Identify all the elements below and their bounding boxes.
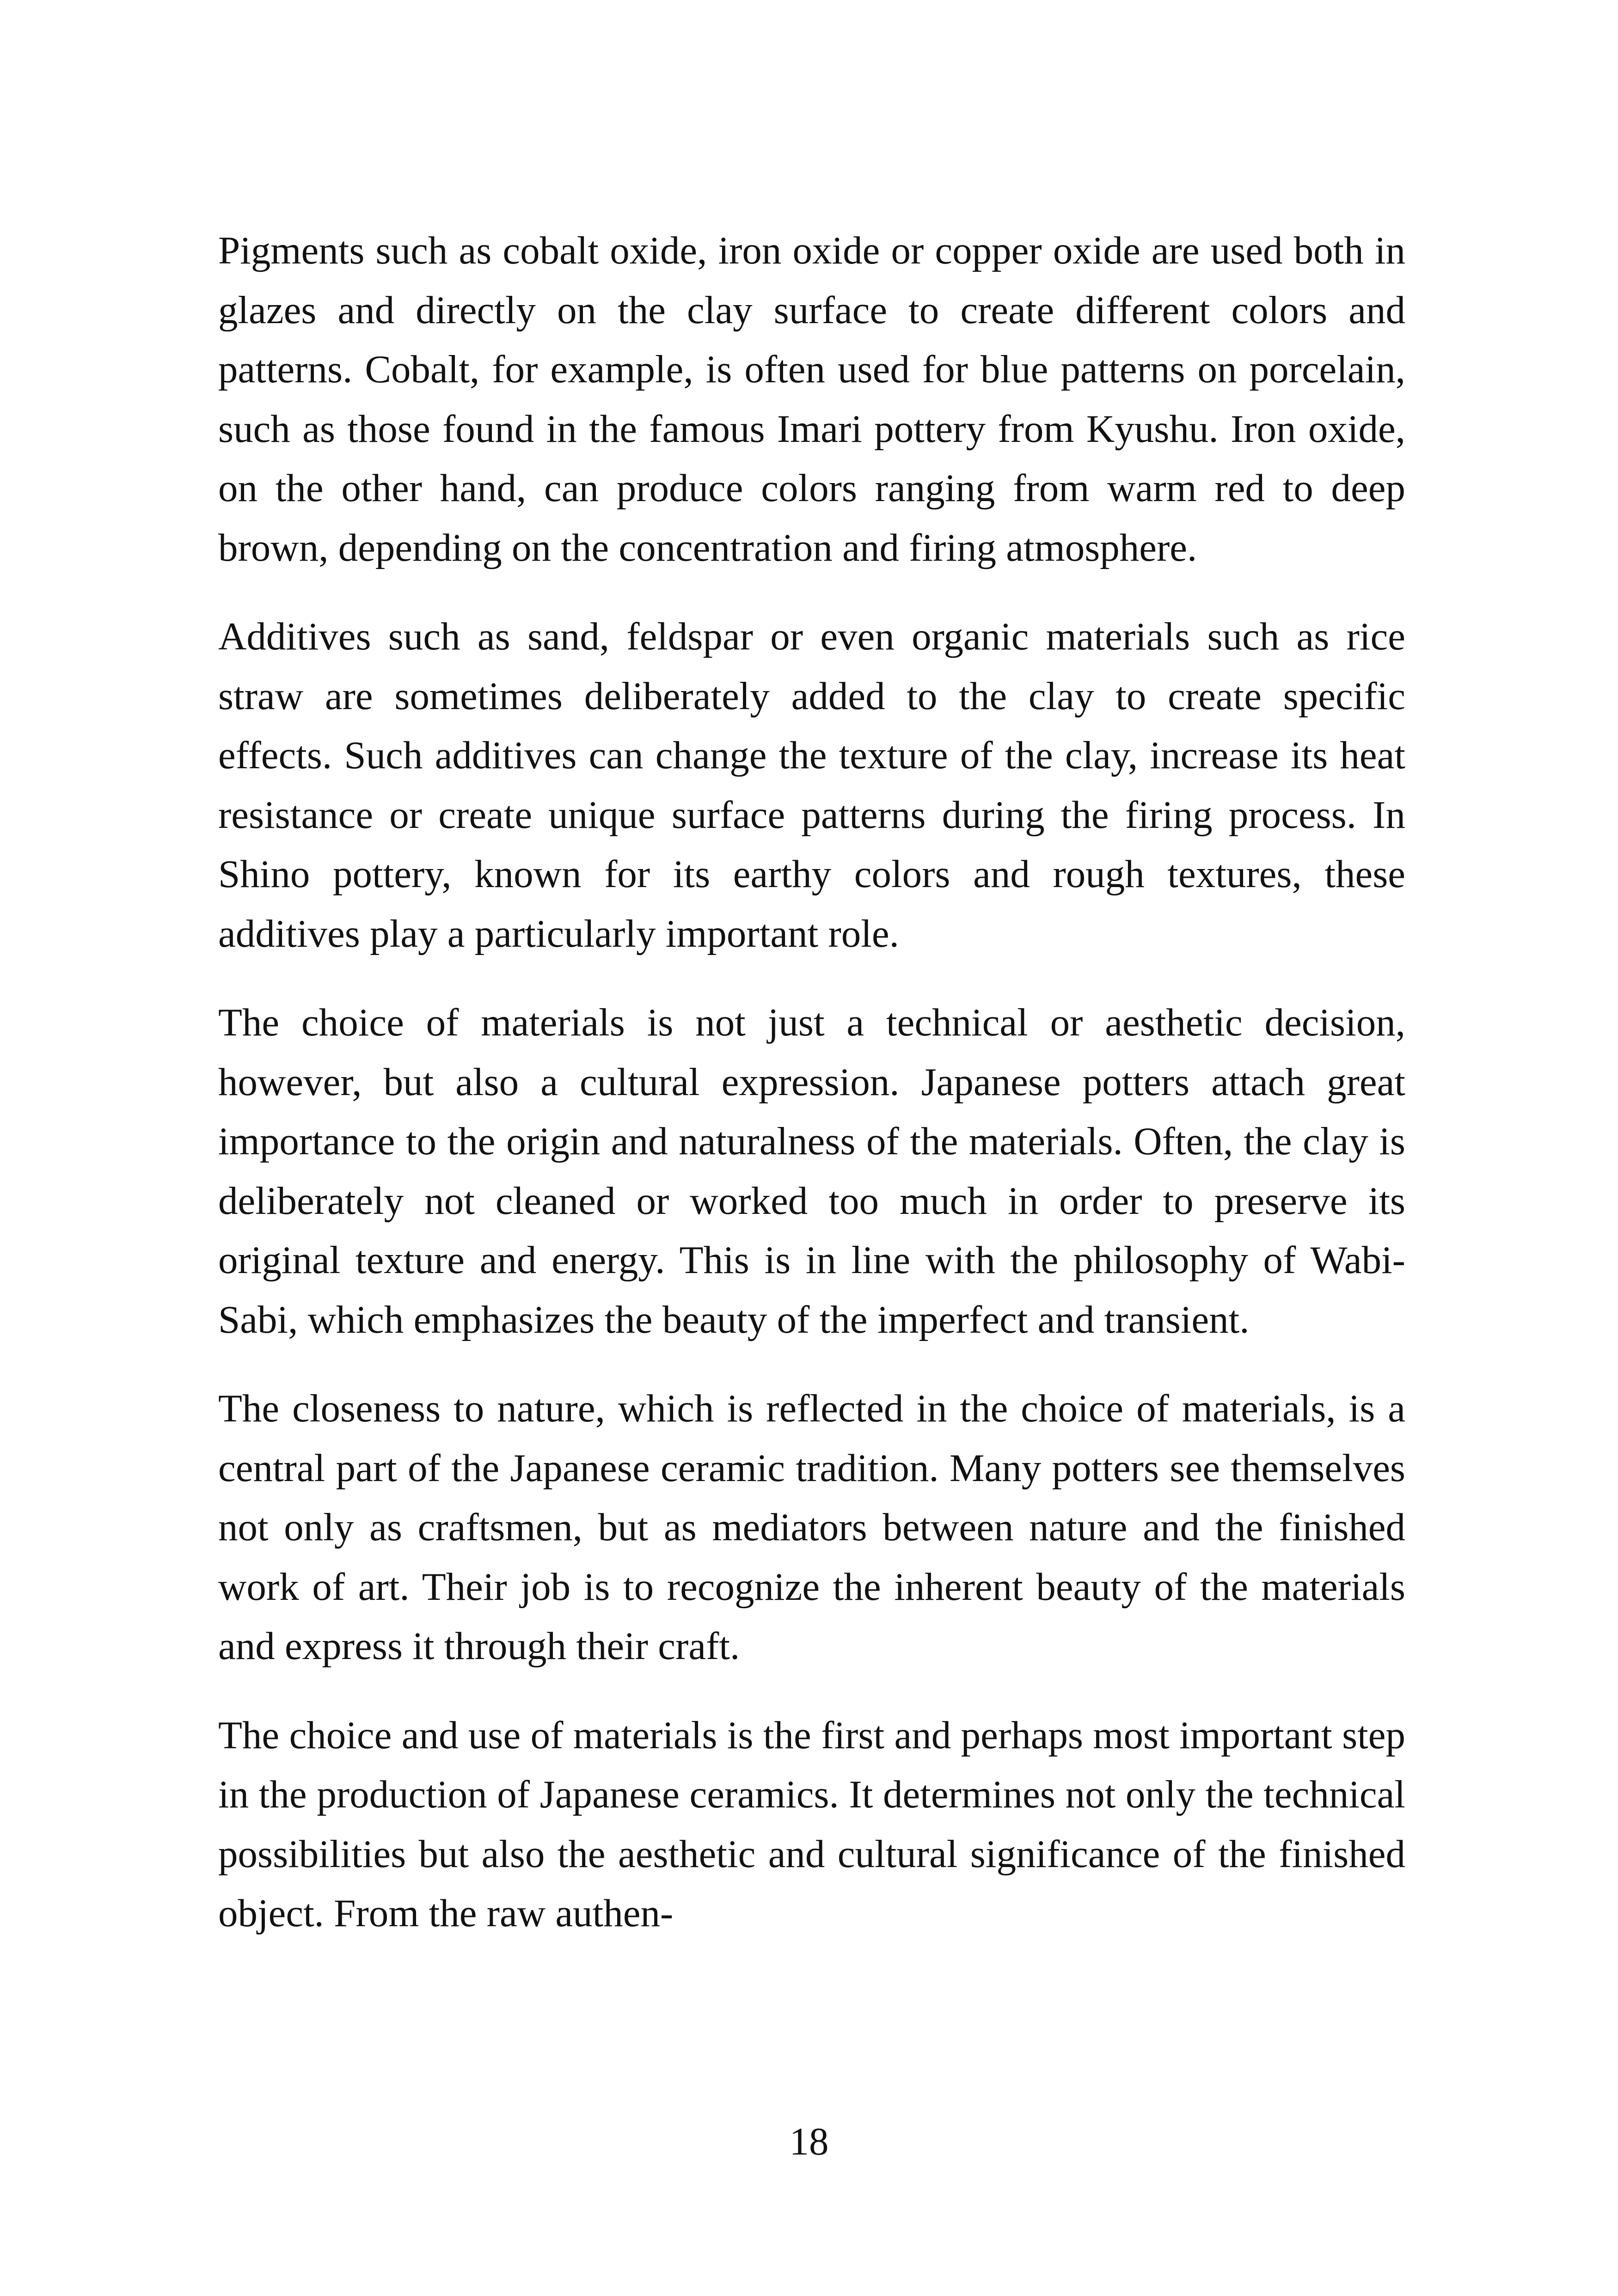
paragraph-choice-and-use: The choice and use of materials is the first and perhaps most important step in the production of Japanese ceramics. It determines not only the technical possibilities but also the aesthetic and cultural significance of the finished object. From the raw authen- <box>218 1713 1405 1935</box>
body-text <box>218 221 1405 1943</box>
paragraph-additives: Additives such as sand, feldspar or even organic materials such as rice straw are sometimes deliberately added to the clay to create specific effects. Such additives can change the texture of the clay, increase its heat resistance or create unique surface patterns during the firing process. In Shino pottery, known for its earthy colors and rough textures, these additives play a particularly important role. <box>218 615 1405 955</box>
page-number: 18 <box>789 2120 829 2163</box>
paragraph-pigments: Pigments such as cobalt oxide, iron oxide or copper oxide are used both in glazes and directly on the clay surface to create different colors and patterns. Cobalt, for example, is often used for blue patterns on porcelain, such as those found in the famous Imari pottery from Kyushu. Iron oxide, on the other hand, can produce colors ranging from warm red to deep brown, depending on the concentration and firing atmosphere. <box>218 229 1405 569</box>
paragraph-closeness-to-nature: The closeness to nature, which is reflected in the choice of materials, is a central part of the Japanese ceramic tradition. Many potters see themselves not only as craftsmen, but as mediators between nature and the finished work of art. Their job is to recognize the inherent beauty of the materials and express it through their craft. <box>218 1387 1405 1668</box>
paragraph-cultural-expression: The choice of materials is not just a technical or aesthetic decision, however, but also a cultural expression. Japanese potters attach great importance to the origin and naturalness of the materials. Often, the clay is deliberately not cleaned or worked too much in order to preserve its original texture and energy. This is in line with the philosophy of Wabi-Sabi, which emphasizes the beauty of the imperfect and transient. <box>218 1001 1405 1341</box>
